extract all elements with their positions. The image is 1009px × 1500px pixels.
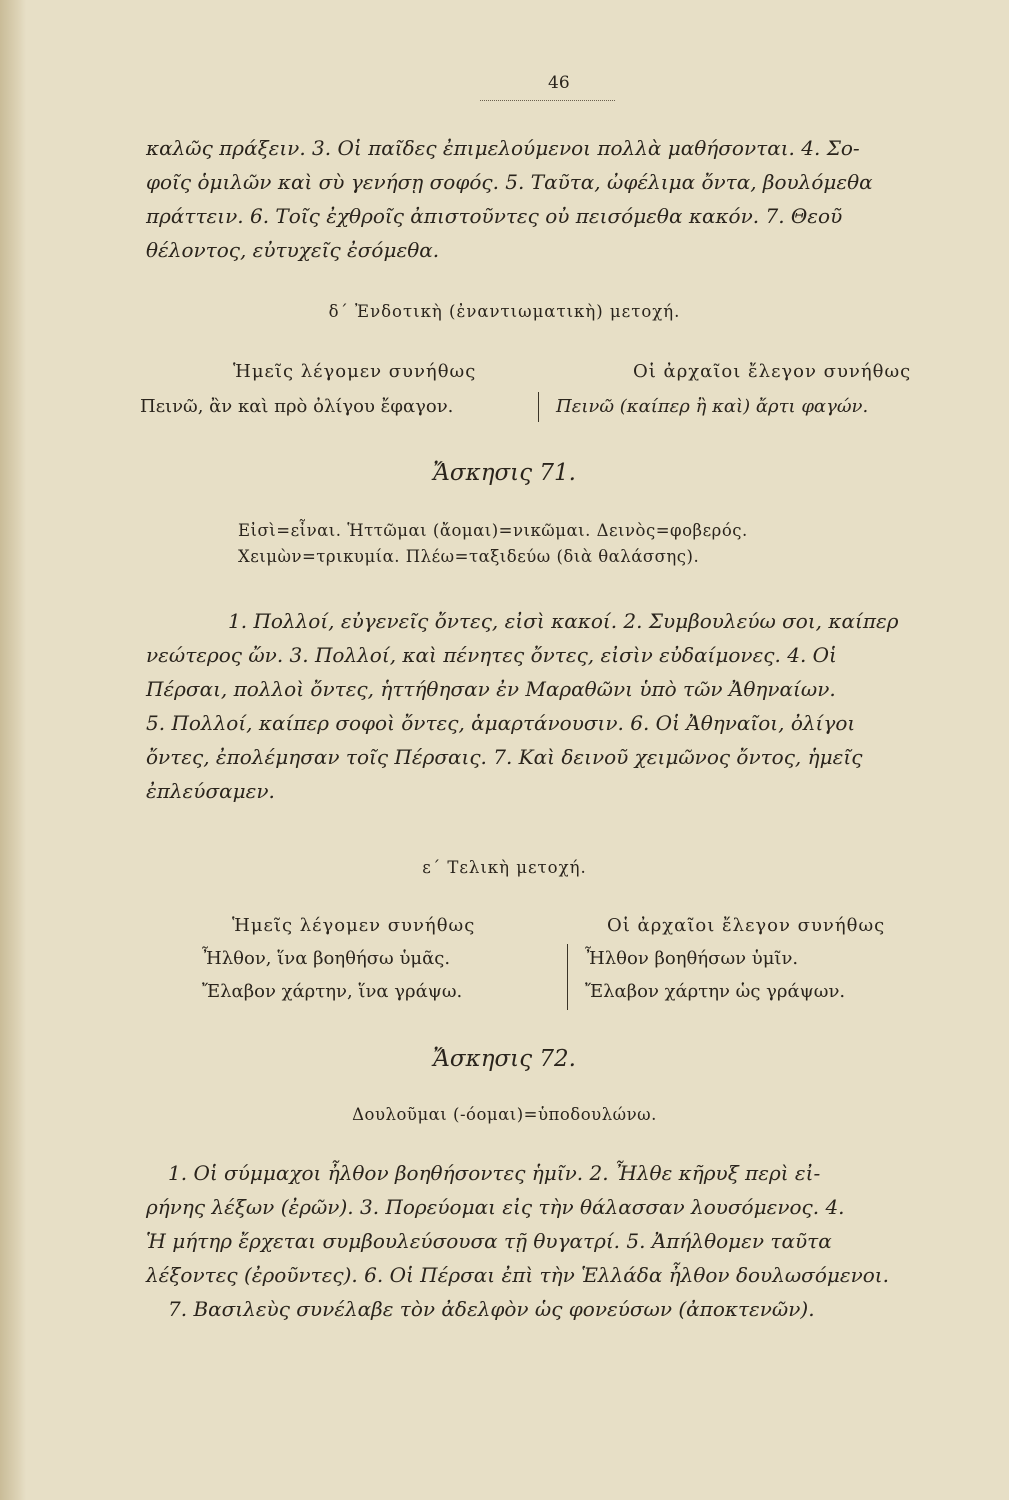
example-line: Πεινῶ (καίπερ ἢ καὶ) ἄρτι φαγών. — [556, 396, 869, 417]
exercise-71-vocabulary — [238, 518, 938, 570]
page-number: 46 — [548, 73, 570, 93]
text-line: καλῶς πράξειν. 3. Οἱ παῖδες ἐπιμελούμενοι πολλὰ μαθήσονται. 4. Σο- — [146, 136, 860, 160]
intro-paragraph — [146, 131, 966, 267]
text-line: 1. Πολλοί, εὐγενεῖς ὄντες, εἰσὶ κακοί. 2. Συμβουλεύω σοι, καίπερ — [228, 609, 899, 633]
text-line: ὄντες, ἐπολέμησαν τοῖς Πέρσαις. 7. Καὶ δεινοῦ χειμῶνος ὄντος, ἡμεῖς — [146, 745, 863, 769]
section-e-heading: ε΄ Τελικὴ μετοχή. — [422, 858, 587, 877]
exercise-72-vocabulary — [0, 1102, 1009, 1128]
text-line: Ἡ μήτηρ ἔρχεται συμβουλεύσουσα τῇ θυγατρί. 5. Ἀπήλθομεν ταῦτα — [146, 1229, 832, 1253]
exercise-72-text — [146, 1156, 966, 1326]
section-d-left-example — [140, 390, 453, 423]
example-line: Ἦλθον βοηθήσων ὑμῖν. — [585, 948, 799, 969]
right-column-header: Οἱ ἀρχαῖοι ἔλεγον συνήθως — [607, 915, 886, 936]
example-line: Ἦλθον, ἵνα βοηθήσω ὑμᾶς. — [202, 948, 451, 969]
text-line: Πέρσαι, πολλοὶ ὄντες, ἡττήθησαν ἐν Μαραθῶνι ὑπὸ τῶν Ἀθηναίων. — [146, 677, 836, 701]
text-line: 5. Πολλοί, καίπερ σοφοὶ ὄντες, ἁμαρτάνουσιν. 6. Οἱ Ἀθηναῖοι, ὀλίγοι — [146, 711, 856, 735]
left-column-header: Ἡμεῖς λέγομεν συνήθως — [233, 361, 477, 382]
exercise-72-title: Ἄσκησις 72. — [433, 1046, 576, 1072]
example-line: Ἔλαβον χάρτην, ἵνα γράψω. — [202, 981, 463, 1002]
example-line: Πεινῶ, ἂν καὶ πρὸ ὀλίγου ἔφαγον. — [140, 396, 454, 417]
section-d-right-example — [556, 390, 868, 423]
section-e-right-column — [585, 909, 886, 1008]
text-line: φοῖς ὁμιλῶν καὶ σὺ γενήσῃ σοφός. 5. Ταῦτα, ὠφέλιμα ὄντα, βουλόμεθα — [146, 170, 873, 194]
vocab-line: Χειμὼν=τρικυμία. Πλέω=ταξιδεύω (διὰ θαλάσσης). — [238, 547, 700, 566]
left-column-header: Ἡμεῖς λέγομεν συνήθως — [232, 915, 476, 936]
text-line: λέξοντες (ἐροῦντες). 6. Οἱ Πέρσαι ἐπὶ τὴν Ἑλλάδα ἦλθον δουλωσόμενοι. — [146, 1263, 889, 1287]
section-e-left-column — [202, 909, 476, 1008]
right-column-header: Οἱ ἀρχαῖοι ἔλεγον συνήθως — [633, 361, 912, 382]
section-d-left-column — [233, 355, 476, 388]
text-line: ρήνης λέξων (ἐρῶν). 3. Πορεύομαι εἰς τὴν θάλασσαν λουσόμενος. 4. — [146, 1195, 845, 1219]
column-divider — [538, 392, 539, 422]
text-line: 7. Βασιλεὺς συνέλαβε τὸν ἀδελφὸν ὡς φονεύσων (ἀποκτενῶν). — [168, 1297, 815, 1321]
exercise-71-title: Ἄσκησις 71. — [433, 460, 576, 486]
column-divider — [567, 944, 568, 1010]
section-d-right-column — [633, 355, 911, 388]
vocab-line: Εἰσὶ=εἶναι. Ἡττῶμαι (ἄομαι)=νικῶμαι. Δεινὸς=φοβερός. — [238, 521, 748, 540]
text-line: νεώτερος ὤν. 3. Πολλοί, καὶ πένητες ὄντες, εἰσὶν εὐδαίμονες. 4. Οἱ — [146, 643, 837, 667]
exercise-71-text — [146, 604, 966, 808]
page-binding-shadow — [0, 0, 26, 1500]
text-line: πράττειν. 6. Τοῖς ἐχθροῖς ἀπιστοῦντες οὐ πεισόμεθα κακόν. 7. Θεοῦ — [146, 204, 843, 228]
text-line: ἐπλεύσαμεν. — [146, 779, 275, 803]
example-line: Ἔλαβον χάρτην ὡς γράψων. — [585, 981, 846, 1002]
text-line: 1. Οἱ σύμμαχοι ἦλθον βοηθήσοντες ἡμῖν. 2. Ἦλθε κῆρυξ περὶ εἰ- — [168, 1161, 821, 1185]
text-line: θέλοντος, εὐτυχεῖς ἐσόμεθα. — [146, 238, 440, 262]
page-number-underline — [480, 100, 615, 101]
section-d-heading: δ΄ Ἐνδοτικὴ (ἐναντιωματικὴ) μετοχή. — [328, 302, 681, 321]
vocab-line: Δουλοῦμαι (-όομαι)=ὑποδουλώνω. — [352, 1105, 657, 1124]
